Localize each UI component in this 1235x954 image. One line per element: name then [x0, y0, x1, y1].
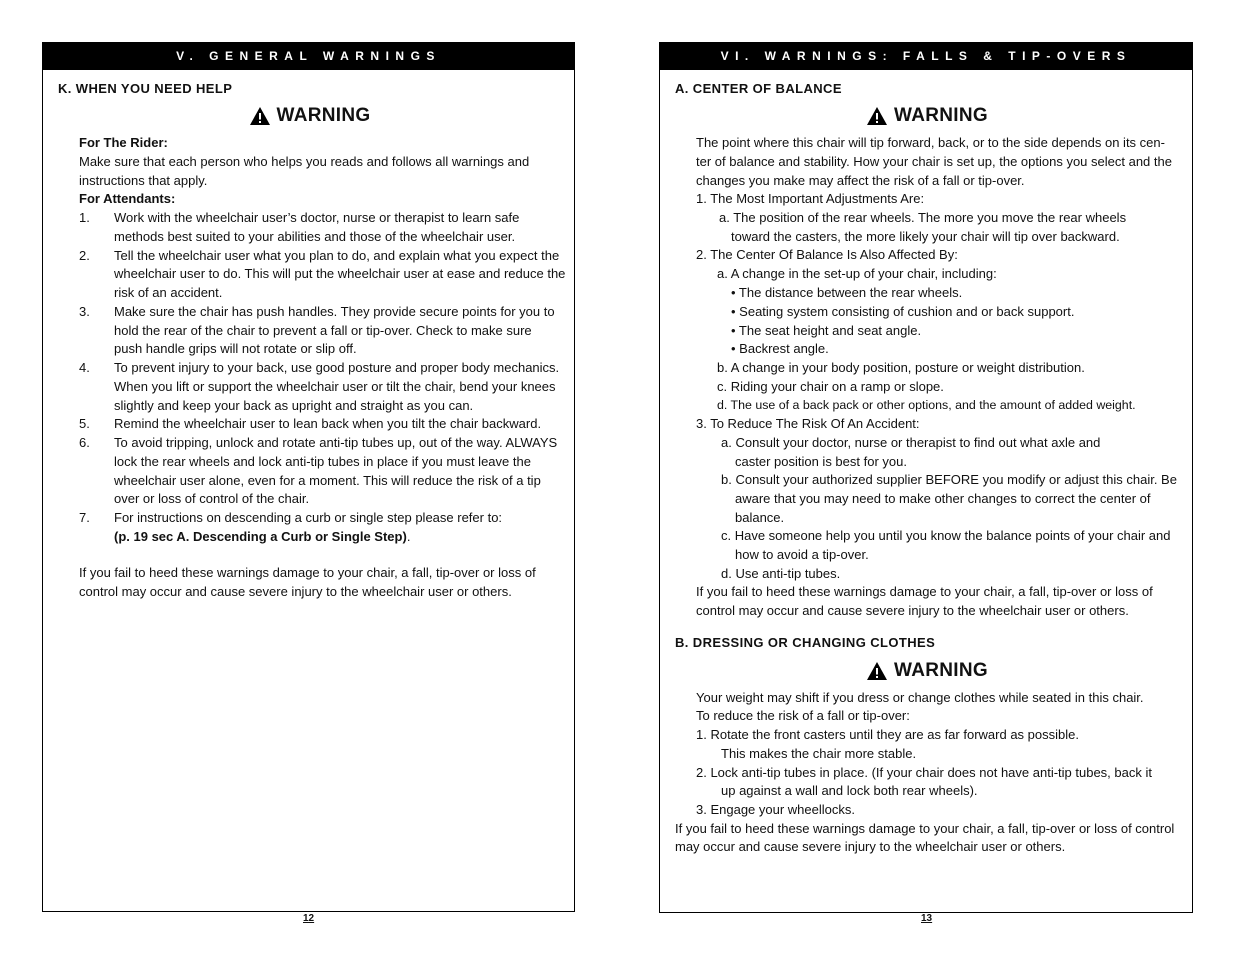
closing-line: control may occur and cause severe injury to the wheelchair user or others. — [79, 584, 512, 599]
list-item-number: 5. — [79, 416, 90, 432]
list-item-number: 1. — [79, 210, 90, 225]
warning-triangle-icon — [249, 106, 271, 126]
list-item-line: wheelchair user to do. This will put the wheelchair user at ease and reduce the — [114, 266, 566, 282]
list-item-number: 7. — [79, 510, 90, 525]
warning-triangle-icon — [866, 661, 888, 681]
list-item-number: 6. — [79, 435, 90, 450]
page-number-left: 12 — [303, 913, 315, 924]
list-item-line: hold the rear of the chair to prevent a fall or tip-over. Check to make sure — [114, 322, 532, 338]
attendants-heading: For Attendants: — [79, 191, 176, 206]
right-section-header: VI. WARNINGS: FALLS & TIP-OVERS — [660, 43, 1192, 70]
item-2a: a. A change in the set-up of your chair, including: — [717, 266, 997, 281]
item-1a-line: toward the casters, the more likely your chair will tip over backward. — [731, 229, 1120, 244]
bullet-item: • The seat height and seat angle. — [731, 323, 922, 338]
rider-text-line: Make sure that each person who helps you reads and follows all warnings and — [79, 154, 530, 169]
list-item-line: push handle grips will not rotate or slip off. — [114, 341, 357, 357]
closing-b-line: If you fail to heed these warnings damage to your chair, a fall, tip-over or loss of control — [675, 821, 1175, 836]
b-item-1-line: This makes the chair more stable. — [721, 746, 917, 761]
section-a-title: A. CENTER OF BALANCE — [675, 81, 842, 96]
b-item-2-line: 2. Lock anti-tip tubes in place. (If your chair does not have anti-tip tubes, back it — [696, 765, 1152, 780]
list-item-number: 3. — [79, 303, 90, 319]
list-item-line: To avoid tripping, unlock and rotate anti-tip tubes up, out of the way. ALWAYS — [114, 435, 558, 450]
warning-label: WARNING — [276, 105, 371, 126]
item-3b-line: balance. — [735, 510, 785, 525]
intro-line: changes you make may affect the risk of a fall or tip-over. — [696, 173, 1025, 188]
list-item-line: risk of an accident. — [114, 285, 223, 300]
list-item-line: slightly and keep your back as upright and straight as you can. — [114, 397, 474, 413]
list-item-line: When you lift or support the wheelchair user or tilt the chair, bend your knees — [114, 378, 556, 394]
warning-heading-a — [660, 105, 1194, 127]
bullet-item: • Seating system consisting of cushion and or back support. — [731, 304, 1075, 319]
left-page — [42, 42, 575, 912]
item-3c-line: how to avoid a tip-over. — [735, 547, 869, 562]
warning-heading-b — [660, 660, 1194, 682]
list-item-number: 4. — [79, 360, 90, 375]
list-item-line: over or loss of control of the chair. — [114, 491, 310, 507]
item-1: 1. The Most Important Adjustments Are: — [696, 191, 925, 206]
warning-label: WARNING — [894, 660, 988, 681]
item-3d: d. Use anti-tip tubes. — [721, 566, 841, 581]
list-item-line: To prevent injury to your back, use good posture and proper body mechanics. — [114, 360, 560, 375]
item-7-reference-text: (p. 19 sec A. Descending a Curb or Single Step) — [114, 528, 407, 544]
warning-heading — [43, 105, 576, 127]
item-7-reference — [114, 528, 410, 547]
list-item-number: 2. — [79, 247, 90, 263]
list-item-line: lock the rear wheels and lock anti-tip tubes in place if you must leave the — [114, 453, 531, 469]
list-item-line: Make sure the chair has push handles. They provide secure points for you to — [114, 303, 555, 319]
section-b-title: B. DRESSING OR CHANGING CLOTHES — [675, 635, 936, 650]
left-section-header: V. GENERAL WARNINGS — [43, 43, 574, 70]
item-2: 2. The Center Of Balance Is Also Affected By: — [696, 247, 958, 262]
b-item-1-line: 1. Rotate the front casters until they are as far forward as possible. — [696, 727, 1079, 742]
item-3a-line: caster position is best for you. — [735, 454, 907, 469]
bullet-item: • Backrest angle. — [731, 341, 829, 356]
right-page — [659, 42, 1193, 913]
closing-b-line: may occur and cause severe injury to the wheelchair user or others. — [675, 839, 1066, 854]
list-item-line: wheelchair user alone, even for a moment. This will reduce the risk of a tip — [114, 472, 541, 488]
item-3b-line: b. Consult your authorized supplier BEFORE you modify or adjust this chair. Be — [721, 472, 1177, 487]
item-2b: b. A change in your body position, posture or weight distribution. — [717, 360, 1085, 375]
item-3a-line: a. Consult your doctor, nurse or therapist to find out what axle and — [721, 435, 1101, 450]
item-3: 3. To Reduce The Risk Of An Accident: — [696, 416, 920, 431]
item-3c-line: c. Have someone help you until you know the balance points of your chair and — [721, 528, 1171, 543]
closing-line: If you fail to heed these warnings damage to your chair, a fall, tip-over or loss of — [79, 565, 536, 580]
rider-heading: For The Rider: — [79, 135, 168, 150]
list-item-line: Tell the wheelchair user what you plan to do, and explain what you expect the — [114, 247, 560, 263]
item-1a-line: a. The position of the rear wheels. The more you move the rear wheels — [719, 210, 1127, 225]
item-3b-line: aware that you may need to make other changes to correct the center of — [735, 491, 1151, 506]
bullet-item: • The distance between the rear wheels. — [731, 285, 963, 300]
item-2c: c. Riding your chair on a ramp or slope. — [717, 379, 944, 394]
section-k-title: K. WHEN YOU NEED HELP — [58, 81, 233, 96]
b-item-3: 3. Engage your wheellocks. — [696, 802, 855, 817]
closing-a-line: control may occur and cause severe injury to the wheelchair user or others. — [696, 603, 1129, 618]
list-item-line: Remind the wheelchair user to lean back when you tilt the chair backward. — [114, 416, 542, 432]
rider-text-line: instructions that apply. — [79, 173, 208, 188]
item-2d: d. The use of a back pack or other options, and the amount of added weight. — [717, 398, 1136, 412]
list-item-line: For instructions on descending a curb or single step please refer to: — [114, 510, 503, 525]
b-item-2-line: up against a wall and lock both rear wheels). — [721, 783, 978, 798]
list-item-line: Work with the wheelchair user’s doctor, nurse or therapist to learn safe — [114, 210, 520, 225]
intro-b-line: To reduce the risk of a fall or tip-over: — [696, 708, 910, 723]
intro-b-line: Your weight may shift if you dress or change clothes while seated in this chair. — [696, 690, 1144, 705]
warning-triangle-icon — [866, 106, 888, 126]
intro-line: ter of balance and stability. How your chair is set up, the options you select and the — [696, 154, 1172, 169]
page-number-right: 13 — [921, 913, 933, 924]
warning-label: WARNING — [894, 105, 988, 126]
list-item-line: methods best suited to your abilities and those of the wheelchair user. — [114, 228, 516, 244]
intro-line: The point where this chair will tip forward, back, or to the side depends on its cen- — [696, 135, 1165, 150]
closing-a-line: If you fail to heed these warnings damage to your chair, a fall, tip-over or loss of — [696, 584, 1153, 599]
item-7-period: . — [406, 528, 411, 544]
